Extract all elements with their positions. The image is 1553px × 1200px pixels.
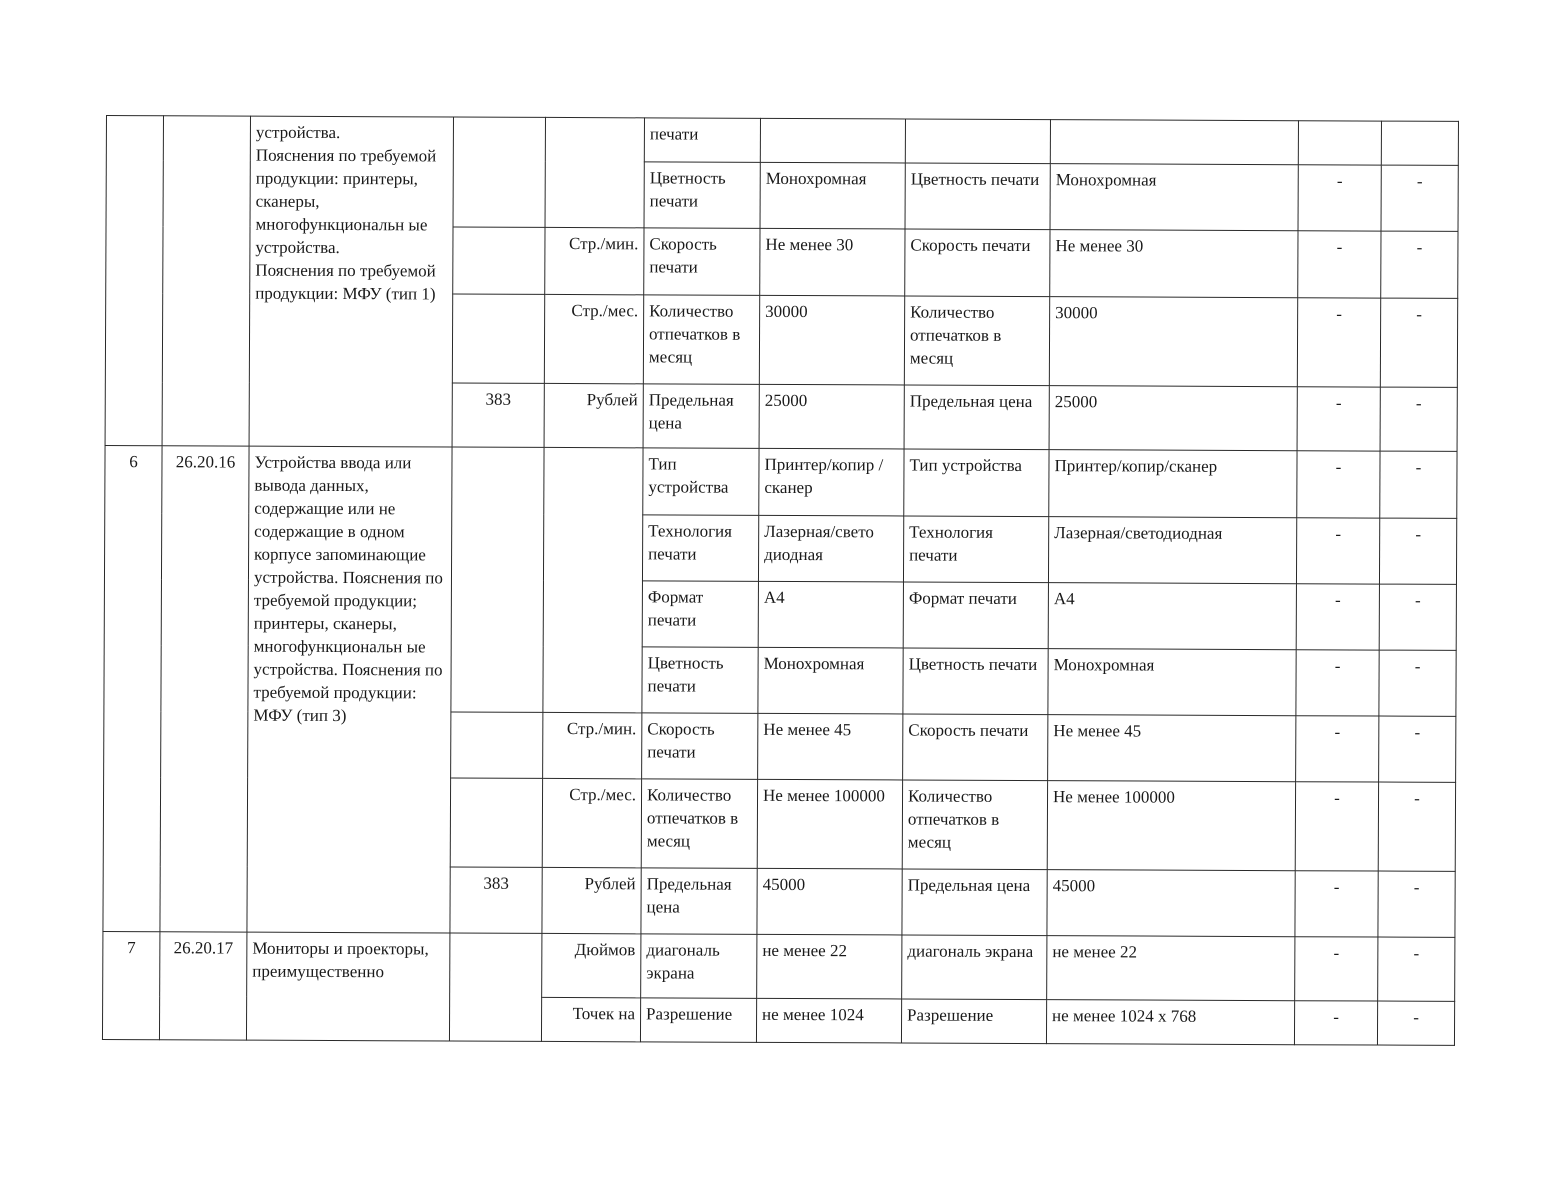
value-cell: 25000 (759, 384, 904, 449)
function-cell: - (1381, 231, 1458, 298)
unit-name-cell: Рублей (544, 383, 643, 447)
product-description-cell: Устройства ввода или вывода данных, содержащие или не содержащие в одном корпусе запоминающие устройства. Пояснения по требуемой продукции; принтеры, сканеры, многофункциональн ые устройства. Пояснения по требуемой продукции: МФУ (тип 3) (247, 446, 452, 933)
justification-cell (1298, 121, 1381, 165)
okei-code-cell (450, 778, 542, 867)
value-cell: не менее 1024 (756, 998, 901, 1043)
unit-name-cell: Стр./мес. (544, 294, 643, 383)
justification-cell: - (1296, 716, 1379, 782)
okpd-code-cell: 26.20.16 (160, 446, 249, 932)
value-cell: Монохромная (758, 647, 903, 714)
characteristic-cell: печати (644, 118, 760, 163)
value-cell: Не менее 30 (760, 228, 905, 296)
value-cell: 45000 (757, 868, 902, 935)
function-cell: - (1378, 937, 1455, 1001)
okei-code-cell: 383 (452, 383, 544, 447)
table-row (103, 931, 1455, 1001)
justification-cell: - (1298, 231, 1381, 298)
row-number-cell: 7 (102, 931, 159, 1039)
function-cell: - (1377, 1001, 1454, 1045)
unit-name-cell (543, 447, 643, 712)
characteristic-cell: Количество отпечатков в месяц (643, 295, 759, 385)
characteristic-cell: Скорость печати (642, 713, 758, 780)
function-cell: - (1378, 782, 1455, 871)
value-cell: 30000 (1049, 297, 1297, 387)
justification-cell: - (1296, 650, 1379, 716)
characteristic-cell: Предельная цена (902, 869, 1047, 936)
okei-code-cell (451, 447, 544, 712)
function-cell: - (1380, 298, 1457, 387)
value-cell: не менее 1024 х 768 (1046, 1000, 1294, 1045)
row-number-cell (105, 116, 163, 446)
characteristic-cell: Предельная цена (641, 868, 757, 935)
characteristic-cell: Цветность печати (903, 648, 1048, 715)
characteristic-cell: Скорость печати (903, 714, 1048, 781)
characteristic-cell: Количество отпечатков в месяц (904, 296, 1049, 386)
characteristic-cell: Количество отпечатков в месяц (902, 780, 1047, 870)
value-cell: 45000 (1047, 870, 1295, 937)
justification-cell: - (1294, 1001, 1377, 1045)
characteristic-cell: Скорость печати (644, 228, 760, 296)
value-cell: Монохромная (760, 162, 905, 229)
characteristic-cell: Предельная цена (904, 385, 1049, 450)
function-cell: - (1379, 584, 1456, 650)
value-cell: А4 (1048, 583, 1296, 650)
characteristic-cell: Тип устройства (643, 448, 759, 516)
characteristic-cell: диагональ экрана (641, 934, 757, 999)
value-cell: 30000 (759, 295, 904, 385)
specification-table (102, 115, 1459, 1046)
unit-name-cell: Стр./мин. (545, 227, 644, 294)
okei-code-cell (451, 712, 543, 778)
value-cell: Не менее 100000 (1047, 781, 1295, 871)
justification-cell: - (1295, 871, 1378, 937)
product-description-cell: Мониторы и проекторы, преимущественно (246, 932, 449, 1041)
function-cell: - (1379, 650, 1456, 716)
unit-name-cell: Стр./мес. (542, 778, 641, 867)
characteristic-cell: Разрешение (640, 998, 756, 1043)
okpd-code-cell (162, 116, 250, 446)
justification-cell: - (1297, 387, 1380, 451)
characteristic-cell: Скорость печати (905, 229, 1050, 297)
characteristic-cell: Цветность печати (644, 162, 760, 229)
value-cell: 25000 (1049, 386, 1297, 451)
function-cell: - (1380, 387, 1457, 451)
function-cell: - (1378, 871, 1455, 937)
value-cell: не менее 22 (1047, 936, 1295, 1001)
value-cell: Не менее 30 (1050, 230, 1298, 298)
characteristic-cell: Предельная цена (643, 384, 759, 449)
justification-cell: - (1297, 298, 1380, 387)
value-cell: Не менее 45 (1048, 715, 1296, 782)
value-cell: Лазерная/свето диодная (758, 515, 903, 582)
table-row (106, 116, 1458, 166)
value-cell: Монохромная (1050, 164, 1298, 231)
unit-name-cell: Стр./мин. (543, 712, 642, 778)
okei-code-cell (449, 933, 541, 1041)
value-cell: Не менее 45 (758, 713, 903, 780)
value-cell: Лазерная/светодиодная (1048, 517, 1296, 584)
function-cell: - (1379, 716, 1456, 782)
okei-code-cell (453, 227, 545, 294)
okei-code-cell (452, 294, 544, 383)
characteristic-cell: Цветность печати (642, 647, 758, 714)
function-cell: - (1379, 518, 1456, 584)
value-cell: не менее 22 (757, 934, 902, 999)
function-cell (1381, 121, 1458, 165)
okpd-code-cell: 26.20.17 (159, 932, 246, 1040)
unit-name-cell: Точек на (541, 997, 640, 1041)
unit-name-cell: Дюймов (542, 933, 641, 997)
value-cell (760, 118, 905, 163)
justification-cell: - (1297, 451, 1380, 518)
function-cell: - (1381, 165, 1458, 231)
justification-cell: - (1295, 937, 1378, 1001)
justification-cell: - (1295, 782, 1378, 871)
characteristic-cell (905, 119, 1050, 164)
unit-name-cell: Рублей (542, 867, 641, 933)
unit-name-cell (545, 117, 644, 227)
value-cell: Не менее 100000 (757, 779, 902, 869)
characteristic-cell: Формат печати (903, 582, 1048, 649)
function-cell: - (1380, 451, 1457, 518)
characteristic-cell: Цветность печати (905, 163, 1050, 230)
value-cell: Монохромная (1048, 649, 1296, 716)
characteristic-cell: Разрешение (901, 999, 1046, 1044)
value-cell: Принтер/копир/сканер (1049, 450, 1297, 518)
characteristic-cell: Технология печати (642, 515, 758, 582)
product-description-cell: устройства. Пояснения по требуемой продукции: принтеры, сканеры, многофункциональн ые устройства. Пояснения по требуемой продукции: МФУ (тип 1) (249, 116, 453, 447)
justification-cell: - (1296, 584, 1379, 650)
value-cell: Принтер/копир /сканер (759, 448, 904, 516)
table-row (105, 445, 1457, 518)
value-cell: А4 (758, 581, 903, 648)
characteristic-cell: Тип устройства (904, 449, 1049, 517)
characteristic-cell: диагональ экрана (902, 935, 1047, 1000)
okei-code-cell (453, 117, 545, 227)
value-cell (1050, 120, 1298, 165)
justification-cell: - (1298, 165, 1381, 231)
justification-cell: - (1296, 518, 1379, 584)
characteristic-cell: Количество отпечатков в месяц (641, 779, 757, 869)
okei-code-cell: 383 (450, 867, 542, 933)
row-number-cell: 6 (103, 445, 162, 931)
characteristic-cell: Технология печати (903, 516, 1048, 583)
characteristic-cell: Формат печати (642, 581, 758, 648)
